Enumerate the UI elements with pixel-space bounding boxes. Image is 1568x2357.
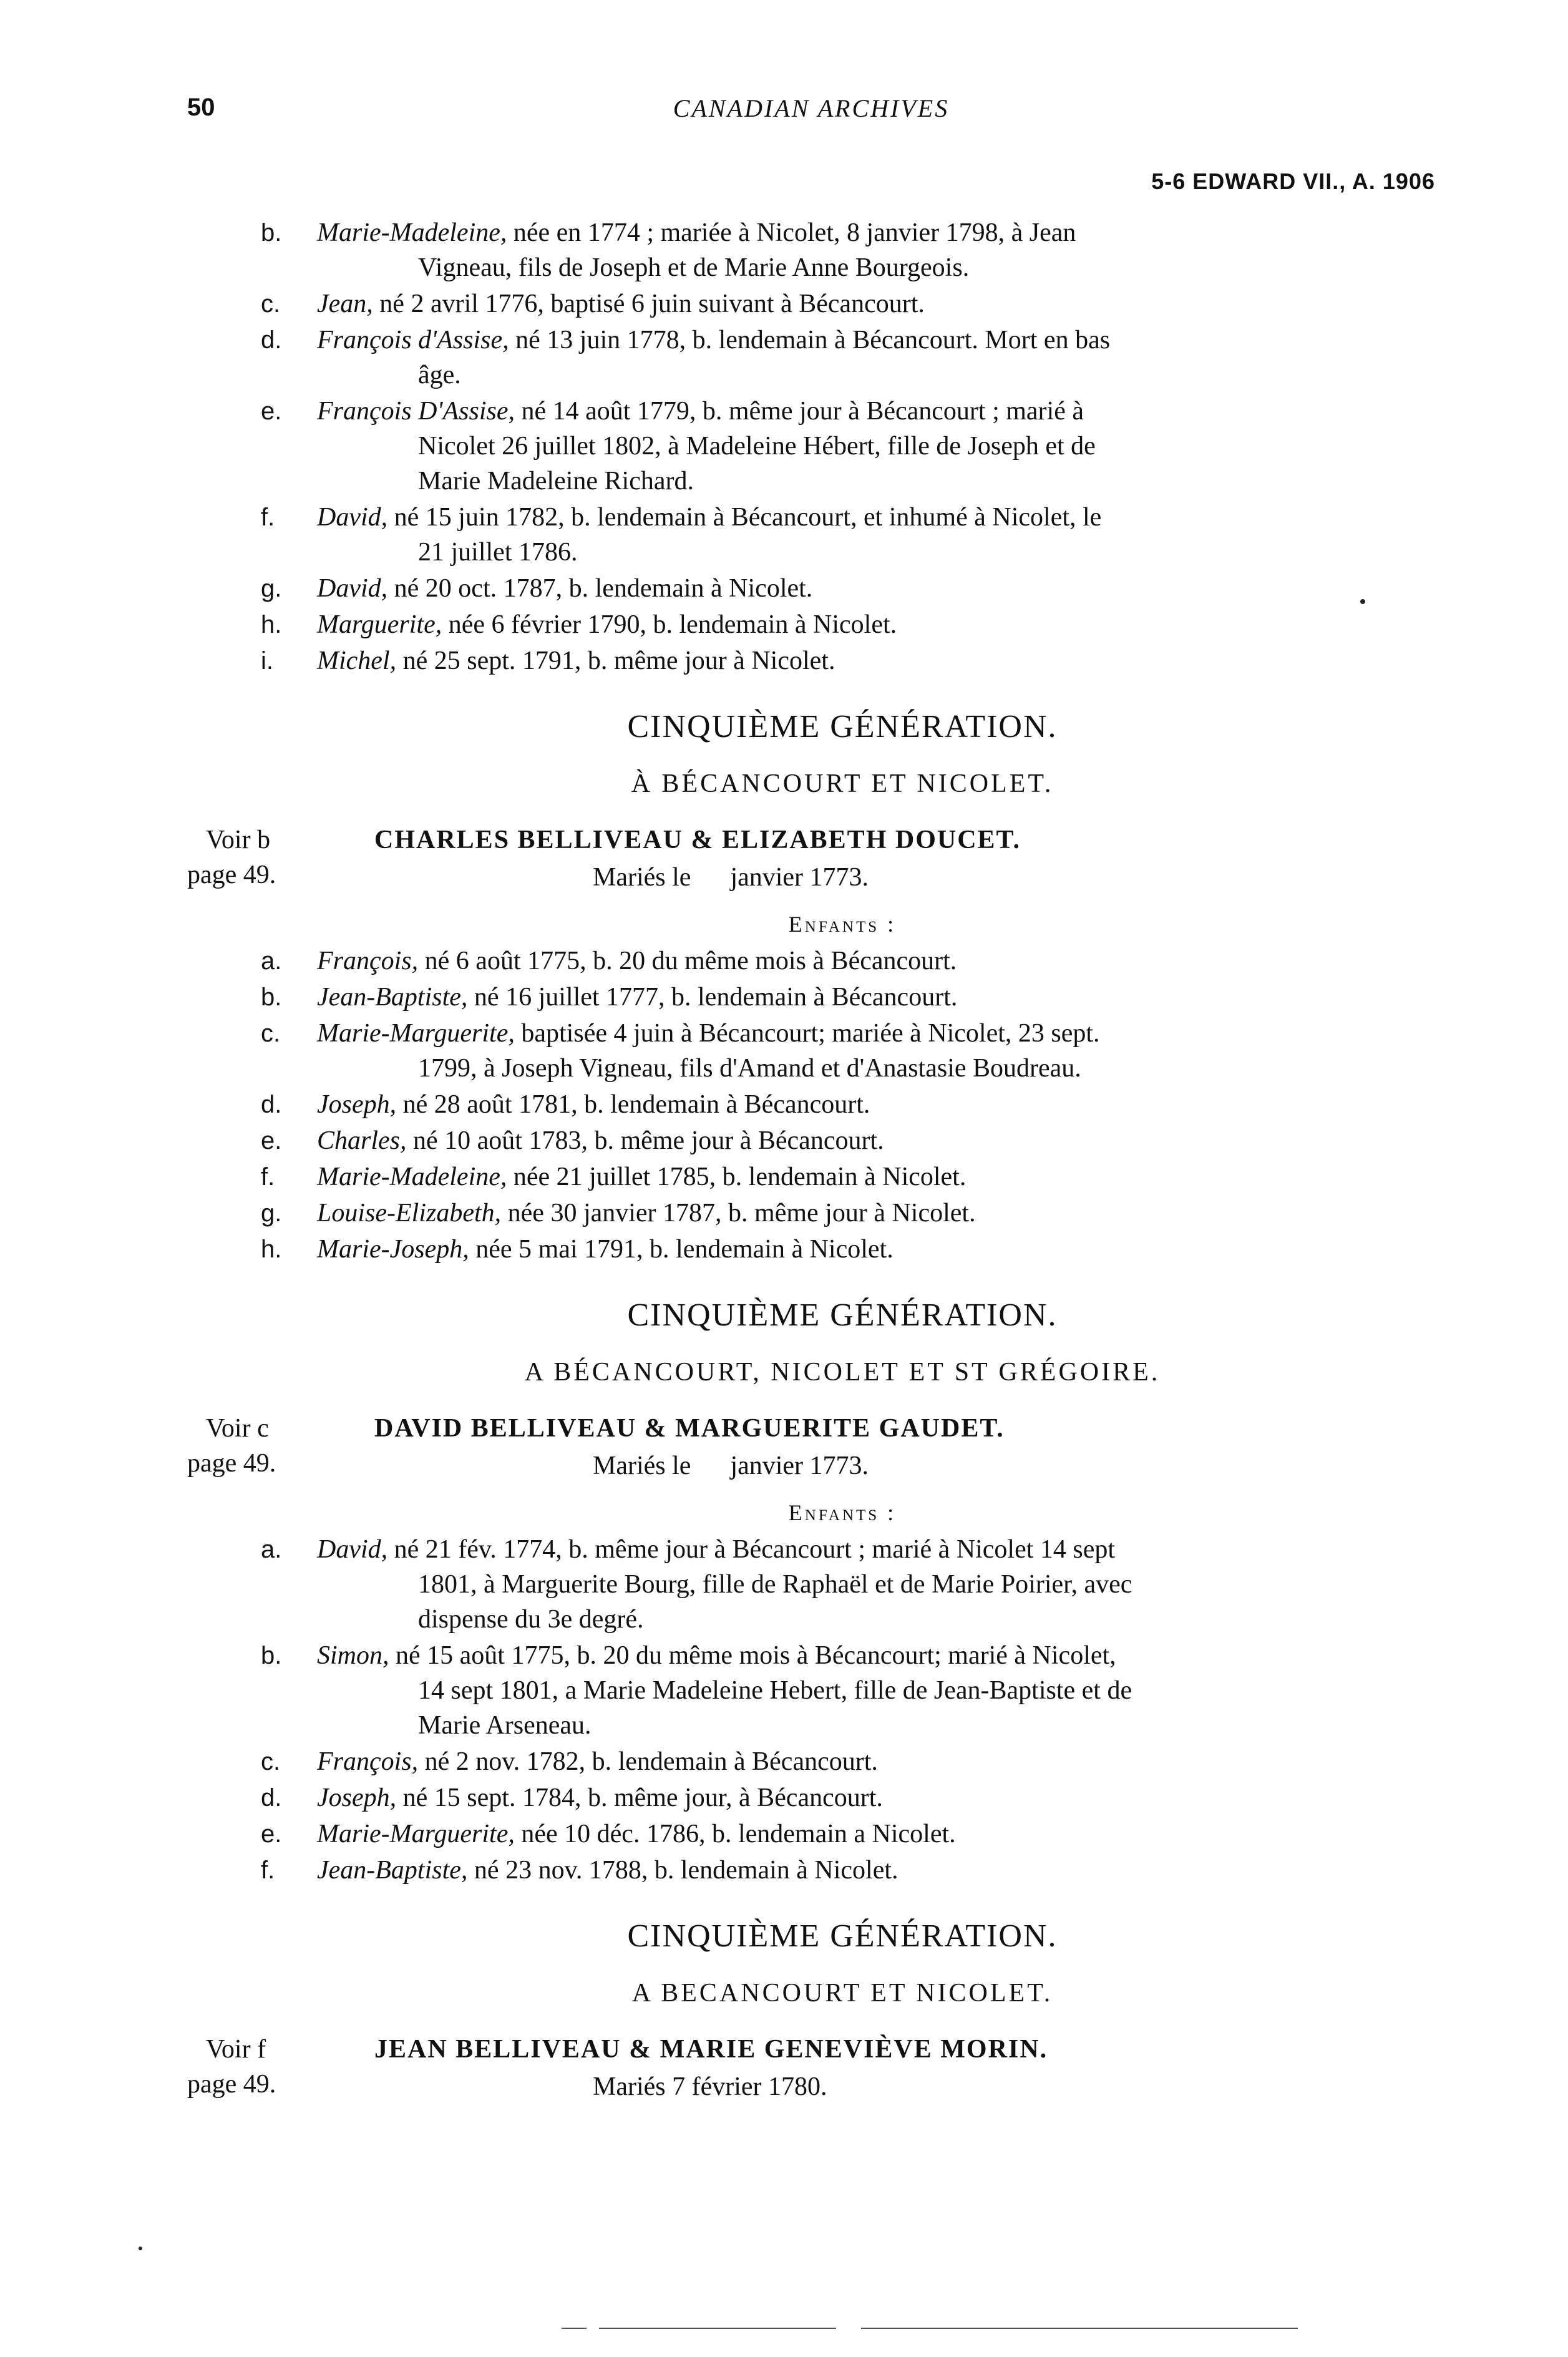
child-name: Jean-Baptiste,: [317, 983, 468, 1012]
place-heading: A BÉCANCOURT, NICOLET ET ST GRÉGOIRE.: [524, 1358, 1161, 1387]
entry-first-line: [318, 1853, 1435, 1888]
entry-letter: c.: [261, 1020, 281, 1047]
scan-speck: [1360, 599, 1365, 604]
entry-letter: f.: [261, 1163, 275, 1191]
page-header: [187, 94, 1435, 137]
generation-heading: CINQUIÈME GÉNÉRATION.: [627, 709, 1058, 744]
couple-block: [187, 1411, 1435, 1492]
entry-first-line: [318, 944, 1435, 978]
entry-letter: f.: [261, 1857, 275, 1884]
entry-row: [187, 1532, 1435, 1637]
entry-letter: f.: [261, 504, 275, 531]
child-name: Marie-Joseph,: [317, 1235, 469, 1264]
cross-reference-line: Voir f: [206, 2035, 266, 2064]
child-name: Jean,: [317, 290, 373, 318]
place-heading: À BÉCANCOURT ET NICOLET.: [631, 769, 1054, 798]
entry-body: [318, 1780, 1435, 1815]
cross-reference-line: Voir b: [206, 826, 271, 854]
entry-body: [318, 1744, 1435, 1779]
children-heading: Enfants :: [788, 912, 897, 937]
entry-text: né 15 août 1775, b. 20 du même mois à Bécancourt; marié à Nicolet,: [389, 1641, 1116, 1670]
continued-children-list: [187, 215, 1435, 678]
entry-text: baptisée 4 juin à Bécancourt; mariée à Nicolet, 23 sept.: [514, 1019, 1100, 1048]
entry-first-line: [318, 1159, 1435, 1194]
bottom-rule-fragment: [562, 2328, 587, 2329]
entry-letter: e.: [261, 1127, 282, 1154]
child-name: Marie-Madeleine,: [317, 218, 507, 247]
entry-first-line: [318, 286, 1435, 321]
entry-row: [187, 1817, 1435, 1852]
entry-row: [187, 1638, 1435, 1743]
child-name: Michel,: [317, 647, 397, 675]
couple-names: JEAN BELLIVEAU & MARIE GENEVIÈVE MORIN.: [374, 2035, 1048, 2064]
entry-first-line: [318, 1744, 1435, 1779]
entry-continuation-line: dispense du 3e degré.: [418, 1605, 644, 1634]
entry-letter: b.: [261, 1642, 282, 1669]
entry-first-line: [318, 1232, 1435, 1267]
entry-first-line: [318, 500, 1435, 535]
cross-reference: [187, 822, 312, 892]
entry-body: [318, 1532, 1435, 1637]
child-name: Joseph,: [317, 1784, 397, 1812]
child-name: François,: [317, 1747, 419, 1776]
entry-text: né 6 août 1775, b. 20 du même mois à Bécancourt.: [418, 947, 957, 975]
entry-continuation-line: 21 juillet 1786.: [418, 538, 578, 567]
entry-body: [318, 215, 1435, 285]
entry-first-line: [318, 1780, 1435, 1815]
couple-block: [187, 2032, 1435, 2113]
bottom-rule-fragment: [599, 2328, 836, 2329]
generation-heading: CINQUIÈME GÉNÉRATION.: [627, 1297, 1058, 1333]
entry-letter: d.: [261, 1091, 282, 1118]
entry-text: née 21 juillet 1785, b. lendemain à Nicolet.: [507, 1163, 967, 1191]
child-name: François d'Assise,: [317, 326, 509, 354]
child-name: François D'Assise,: [317, 397, 515, 426]
entry-body: [318, 1638, 1435, 1743]
cross-reference: [187, 2032, 312, 2102]
cross-reference-page: page 49.: [187, 1449, 276, 1478]
entry-text: né 25 sept. 1791, b. même jour à Nicolet.: [396, 647, 835, 675]
entry-first-line: [318, 1123, 1435, 1158]
child-name: Marie-Marguerite,: [317, 1019, 515, 1048]
scan-speck: [139, 2247, 142, 2250]
page-number: 50: [187, 94, 215, 121]
entry-body: [318, 1159, 1435, 1194]
child-name: David,: [317, 574, 388, 603]
entry-text: né 15 juin 1782, b. lendemain à Bécancourt, et inhumé à Nicolet, le: [387, 503, 1102, 532]
entry-body: [318, 286, 1435, 321]
bottom-rule-fragment: [861, 2328, 1298, 2329]
entry-body: [318, 1123, 1435, 1158]
entry-letter: d.: [261, 1784, 282, 1812]
cross-reference: [187, 1411, 312, 1481]
cross-reference-page: page 49.: [187, 861, 276, 889]
entry-continuation-line: Vigneau, fils de Joseph et de Marie Anne Bourgeois.: [418, 253, 970, 282]
entry-first-line: [318, 571, 1435, 606]
entry-row: [187, 944, 1435, 978]
entry-row: [187, 1159, 1435, 1194]
entry-first-line: [318, 607, 1435, 642]
generation-heading: CINQUIÈME GÉNÉRATION.: [627, 1918, 1058, 1954]
child-name: Charles,: [317, 1126, 407, 1155]
entry-row: [187, 1780, 1435, 1815]
child-name: Louise-Elizabeth,: [317, 1199, 502, 1227]
entry-first-line: [318, 980, 1435, 1015]
entry-letter: g.: [261, 575, 282, 602]
entry-continuation-line: âge.: [418, 361, 461, 389]
entry-text: née en 1774 ; mariée à Nicolet, 8 janvier 1798, à Jean: [507, 218, 1076, 247]
entry-body: [318, 944, 1435, 978]
entry-text: né 13 juin 1778, b. lendemain à Bécancourt. Mort en bas: [509, 326, 1111, 354]
entry-text: né 14 août 1779, b. même jour à Bécancourt ; marié à: [514, 397, 1084, 426]
child-name: Marguerite,: [317, 610, 442, 639]
entry-text: née 30 janvier 1787, b. même jour à Nicolet.: [501, 1199, 976, 1227]
cross-reference-line: Voir c: [206, 1414, 269, 1443]
entry-letter: h.: [261, 1236, 282, 1263]
couple-block: [187, 822, 1435, 904]
entry-letter: b.: [261, 983, 282, 1011]
couple-names: CHARLES BELLIVEAU & ELIZABETH DOUCET.: [374, 826, 1021, 854]
entry-letter: a.: [261, 947, 282, 975]
entry-letter: c.: [261, 290, 281, 318]
marriage-date: Mariés 7 février 1780.: [593, 2072, 827, 2101]
entry-text: née 6 février 1790, b. lendemain à Nicolet.: [442, 610, 897, 639]
entry-first-line: [318, 1087, 1435, 1122]
child-name: Simon,: [317, 1641, 389, 1670]
entry-text: né 23 nov. 1788, b. lendemain à Nicolet.: [467, 1856, 898, 1885]
entry-row: [187, 323, 1435, 393]
entry-row: [187, 1087, 1435, 1122]
entry-letter: h.: [261, 611, 282, 638]
entry-row: [187, 1744, 1435, 1779]
entry-body: [318, 643, 1435, 678]
child-name: David,: [317, 1535, 388, 1564]
entry-row: [187, 980, 1435, 1015]
entry-body: [318, 394, 1435, 499]
entry-text: né 21 fév. 1774, b. même jour à Bécancourt ; marié à Nicolet 14 sept: [387, 1535, 1116, 1564]
child-name: Joseph,: [317, 1090, 397, 1119]
place-heading: A BECANCOURT ET NICOLET.: [631, 1979, 1053, 2008]
child-name: François,: [317, 947, 419, 975]
entry-row: [187, 394, 1435, 499]
entry-text: né 2 avril 1776, baptisé 6 juin suivant à Bécancourt.: [373, 290, 925, 318]
entry-text: né 20 oct. 1787, b. lendemain à Nicolet.: [387, 574, 813, 603]
child-name: Jean-Baptiste,: [317, 1856, 468, 1885]
child-name: David,: [317, 503, 388, 532]
entry-row: [187, 1196, 1435, 1231]
children-list: [187, 1532, 1435, 1888]
generation-section-2: [187, 1297, 1435, 1888]
entry-text: née 10 déc. 1786, b. lendemain a Nicolet.: [514, 1820, 956, 1848]
entry-first-line: [318, 1196, 1435, 1231]
entry-body: [318, 1016, 1435, 1086]
entry-continuation-line: Marie Madeleine Richard.: [418, 467, 694, 495]
entry-letter: i.: [261, 647, 273, 675]
entry-first-line: [318, 1638, 1435, 1673]
entry-row: [187, 643, 1435, 678]
entry-first-line: [318, 1532, 1435, 1567]
children-heading: Enfants :: [788, 1500, 897, 1525]
entry-body: [318, 1087, 1435, 1122]
entry-continuation-line: 14 sept 1801, a Marie Madeleine Hebert, fille de Jean-Baptiste et de: [418, 1676, 1132, 1705]
entry-first-line: [318, 643, 1435, 678]
entry-body: [318, 1196, 1435, 1231]
entry-row: [187, 1853, 1435, 1888]
entry-row: [187, 1016, 1435, 1086]
entry-letter: d.: [261, 326, 282, 354]
entry-body: [318, 607, 1435, 642]
child-name: Marie-Madeleine,: [317, 1163, 507, 1191]
entry-letter: e.: [261, 1820, 282, 1848]
entry-first-line: [318, 1016, 1435, 1051]
cross-reference-page: page 49.: [187, 2070, 276, 2099]
running-title: CANADIAN ARCHIVES: [673, 94, 950, 122]
entry-continuation-line: Marie Arseneau.: [418, 1711, 592, 1740]
entry-continuation-line: Nicolet 26 juillet 1802, à Madeleine Hébert, fille de Joseph et de: [418, 432, 1096, 461]
entry-body: [318, 1853, 1435, 1888]
entry-body: [318, 500, 1435, 570]
entry-row: [187, 571, 1435, 606]
entry-letter: c.: [261, 1748, 281, 1775]
entry-text: né 15 sept. 1784, b. même jour, à Bécancourt.: [396, 1784, 883, 1812]
entry-body: [318, 571, 1435, 606]
children-list: [187, 944, 1435, 1267]
entry-text: né 2 nov. 1782, b. lendemain à Bécancourt.: [418, 1747, 878, 1776]
entry-row: [187, 286, 1435, 321]
entry-row: [187, 1123, 1435, 1158]
entry-first-line: [318, 215, 1435, 250]
entry-text: né 10 août 1783, b. même jour à Bécancourt.: [406, 1126, 884, 1155]
entry-first-line: [318, 1817, 1435, 1852]
entry-body: [318, 980, 1435, 1015]
entry-body: [318, 323, 1435, 393]
entry-body: [318, 1817, 1435, 1852]
entry-letter: a.: [261, 1536, 282, 1563]
entry-continuation-line: 1801, à Marguerite Bourg, fille de Raphaël et de Marie Poirier, avec: [418, 1570, 1132, 1599]
entry-letter: e.: [261, 398, 282, 425]
entry-row: [187, 215, 1435, 285]
generation-section-3: [187, 1918, 1435, 2113]
marriage-date: Mariés le janvier 1773.: [593, 1452, 869, 1480]
entry-body: [318, 1232, 1435, 1267]
entry-first-line: [318, 394, 1435, 429]
entry-letter: g.: [261, 1199, 282, 1227]
session-label: 5-6 EDWARD VII., A. 1906: [1151, 168, 1435, 194]
entry-first-line: [318, 323, 1435, 358]
entry-text: né 28 août 1781, b. lendemain à Bécancourt.: [396, 1090, 870, 1119]
entry-row: [187, 607, 1435, 642]
generation-section-1: [187, 708, 1435, 1267]
entry-letter: b.: [261, 219, 282, 246]
couple-names: DAVID BELLIVEAU & MARGUERITE GAUDET.: [374, 1414, 1005, 1443]
child-name: Marie-Marguerite,: [317, 1820, 515, 1848]
entry-continuation-line: 1799, à Joseph Vigneau, fils d'Amand et d'Anastasie Boudreau.: [418, 1054, 1081, 1083]
page-content: [187, 215, 1435, 2113]
entry-text: né 16 juillet 1777, b. lendemain à Bécancourt.: [467, 983, 958, 1012]
entry-row: [187, 1232, 1435, 1267]
entry-row: [187, 500, 1435, 570]
entry-text: née 5 mai 1791, b. lendemain à Nicolet.: [469, 1235, 894, 1264]
marriage-date: Mariés le janvier 1773.: [593, 863, 869, 892]
